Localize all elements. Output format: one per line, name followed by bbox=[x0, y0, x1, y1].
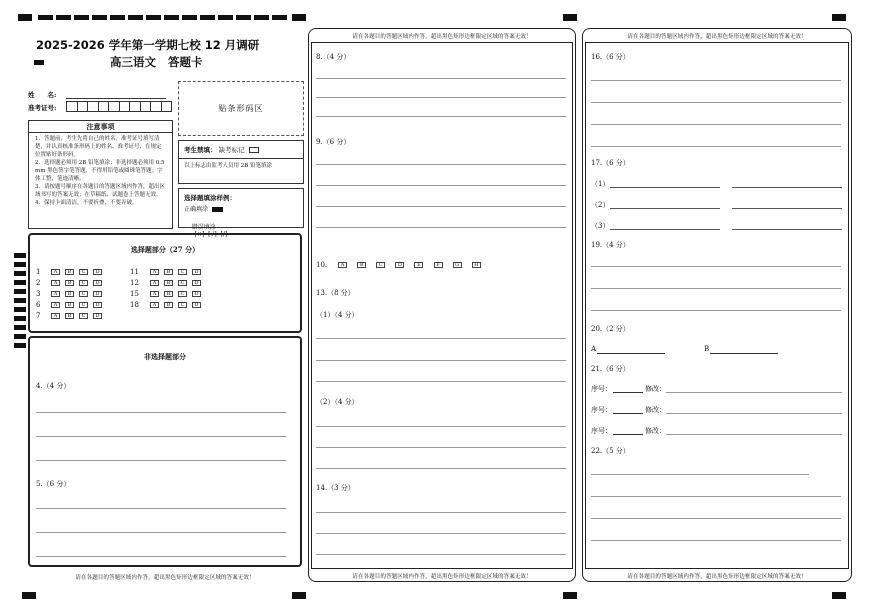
mc-question-row bbox=[130, 272, 206, 287]
exam-id-boxes[interactable] bbox=[66, 101, 172, 112]
option-a-bubble[interactable]: A bbox=[51, 269, 60, 275]
answer-line[interactable] bbox=[36, 532, 286, 533]
answer-line[interactable] bbox=[591, 124, 841, 125]
option-f-bubble[interactable]: F bbox=[434, 262, 443, 268]
mc-question-row bbox=[130, 261, 206, 276]
mc-question-row bbox=[36, 294, 107, 309]
answer-line[interactable] bbox=[36, 460, 286, 461]
mc-question-row bbox=[130, 283, 206, 298]
option-c-bubble[interactable]: C bbox=[79, 291, 88, 297]
question-13-part-2: （2）（4 分） bbox=[316, 398, 359, 406]
question-13-title: 13.（8 分） bbox=[316, 289, 355, 297]
mc-question-number: 12 bbox=[130, 278, 139, 287]
anchor-mark bbox=[34, 60, 44, 65]
absent-mark-label: 缺考标记 bbox=[218, 146, 245, 154]
page-title: 2025-2026 学年第一学期七校 12 月调研 bbox=[36, 38, 260, 52]
question-10-number: 10. bbox=[316, 260, 328, 269]
option-c-bubble[interactable]: C bbox=[79, 313, 88, 319]
question-21-seq-label: 序号： bbox=[591, 385, 612, 393]
option-d-bubble[interactable]: D bbox=[93, 280, 102, 286]
answer-line[interactable] bbox=[610, 187, 720, 188]
answer-line[interactable] bbox=[316, 164, 566, 165]
question-21-mod-label: 修改： bbox=[645, 385, 666, 393]
answer-line[interactable] bbox=[591, 518, 841, 519]
absent-mark-box[interactable] bbox=[249, 147, 259, 153]
option-a-bubble[interactable]: A bbox=[51, 302, 60, 308]
answer-line[interactable] bbox=[36, 508, 286, 509]
option-d-bubble[interactable]: D bbox=[395, 262, 404, 268]
option-b-bubble[interactable]: B bbox=[65, 302, 74, 308]
exam-id-label: 准考证号: bbox=[28, 104, 57, 112]
mc-question-number: 6 bbox=[36, 300, 41, 309]
footer-hint-middle: 请在各题目的答题区域内作答，超出黑色矩形边框限定区域的答案无效！ bbox=[352, 574, 532, 580]
option-d-bubble[interactable]: D bbox=[93, 302, 102, 308]
question-10-row bbox=[316, 254, 486, 269]
option-d-bubble[interactable]: D bbox=[192, 280, 201, 286]
answer-line[interactable] bbox=[666, 392, 842, 393]
option-c-bubble[interactable]: C bbox=[178, 302, 187, 308]
name-label: 姓 名: bbox=[28, 91, 57, 99]
answer-line[interactable] bbox=[316, 381, 566, 382]
mc-question-number: 18 bbox=[130, 300, 139, 309]
fill-sample-box bbox=[178, 188, 304, 238]
right-answer-frame bbox=[585, 42, 849, 569]
option-c-bubble[interactable]: C bbox=[79, 280, 88, 286]
mc-question-number: 1 bbox=[36, 267, 41, 276]
absent-box bbox=[178, 140, 304, 184]
option-c-bubble[interactable]: C bbox=[178, 280, 187, 286]
absent-label: 考生禁填： bbox=[184, 146, 217, 154]
option-a-bubble[interactable]: A bbox=[51, 280, 60, 286]
option-b-bubble[interactable]: B bbox=[65, 280, 74, 286]
correct-fill-label: 正确填涂 bbox=[184, 206, 209, 213]
answer-line[interactable] bbox=[316, 512, 566, 513]
mc-question-row bbox=[36, 283, 107, 298]
barcode-label: 贴条形码区 bbox=[218, 104, 264, 113]
question-14-title: 14.（3 分） bbox=[316, 484, 355, 492]
question-17-part-3: （3） bbox=[591, 222, 610, 230]
answer-line[interactable] bbox=[316, 360, 566, 361]
option-c-bubble[interactable]: C bbox=[79, 269, 88, 275]
option-b-bubble[interactable]: B bbox=[357, 262, 366, 268]
notes-title: 注意事项 bbox=[29, 121, 172, 133]
answer-line[interactable] bbox=[710, 353, 778, 354]
answer-line[interactable] bbox=[613, 413, 643, 414]
footer-hint-right: 请在各题目的答题区域内作答，超出黑色矩形边框限定区域的答案无效！ bbox=[627, 574, 807, 580]
note-item-1: 1．答题前，考生先将自己的姓名，准考证号填写清楚，并认真核准条形码上的姓名、准考证号，在规定位置贴好条形码。 bbox=[35, 136, 162, 158]
notes-box bbox=[28, 120, 173, 229]
answer-line[interactable] bbox=[610, 208, 720, 209]
mc-question-row bbox=[36, 305, 107, 320]
answer-line[interactable] bbox=[732, 229, 842, 230]
answer-line[interactable] bbox=[316, 97, 566, 98]
question-5-title: 5.（6 分） bbox=[36, 480, 71, 488]
question-22-title: 22.（5 分） bbox=[591, 447, 630, 455]
question-13-part-1: （1）（4 分） bbox=[316, 311, 359, 319]
option-d-bubble[interactable]: D bbox=[192, 269, 201, 275]
option-d-bubble[interactable]: D bbox=[192, 291, 201, 297]
answer-line[interactable] bbox=[591, 540, 841, 541]
mc-question-number: 15 bbox=[130, 289, 139, 298]
wrong-fill-marks: [×] [√] [/] bbox=[194, 231, 228, 238]
answer-line[interactable] bbox=[610, 229, 720, 230]
answer-line[interactable] bbox=[591, 310, 841, 311]
question-21-mod-label: 修改： bbox=[645, 406, 666, 414]
option-a-bubble[interactable]: A bbox=[150, 291, 159, 297]
question-17-title: 17.（6 分） bbox=[591, 159, 630, 167]
answer-line[interactable] bbox=[666, 434, 842, 435]
question-16-title: 16.（6 分） bbox=[591, 53, 630, 61]
option-b-bubble[interactable]: B bbox=[164, 302, 173, 308]
note-item-4: 4．保持卡面清洁，不要折叠、不要弄破。 bbox=[35, 200, 138, 206]
answer-line[interactable] bbox=[316, 426, 566, 427]
answer-line[interactable] bbox=[316, 554, 566, 555]
answer-line[interactable] bbox=[316, 78, 566, 79]
answer-line[interactable] bbox=[591, 288, 841, 289]
option-c-bubble[interactable]: C bbox=[376, 262, 385, 268]
mc-question-row bbox=[36, 261, 107, 276]
question-21-seq-label: 序号： bbox=[591, 427, 612, 435]
answer-line[interactable] bbox=[732, 208, 842, 209]
answer-line[interactable] bbox=[591, 146, 841, 147]
header-hint-middle: 请在各题目的答题区域内作答，超出黑色矩形边框限定区域的答案无效！ bbox=[352, 34, 532, 40]
option-a-bubble[interactable]: A bbox=[338, 262, 347, 268]
note-item-2: 2．选择题必须用 2B 铅笔填涂；非选择题必须用 0.5 mm 黑色签字笔答题，不得用铅笔或圆珠笔答题；字体工整、笔迹清晰。 bbox=[35, 160, 165, 182]
question-4-title: 4.（4 分） bbox=[36, 382, 71, 390]
note-item-3: 3．请按题号顺序在各题目的答题区域内作答，超出区域书写的答案无效；在草稿纸、试题卷上答题无效。 bbox=[35, 184, 166, 198]
mc-question-number: 11 bbox=[130, 267, 139, 276]
question-20-title: 20.（2 分） bbox=[591, 325, 630, 333]
answer-line[interactable] bbox=[591, 102, 841, 103]
barcode-area bbox=[178, 81, 304, 136]
answer-line[interactable] bbox=[316, 206, 566, 207]
option-g-bubble[interactable]: G bbox=[453, 262, 462, 268]
answer-line[interactable] bbox=[732, 187, 842, 188]
option-a-bubble[interactable]: A bbox=[150, 280, 159, 286]
answer-line[interactable] bbox=[613, 392, 643, 393]
header-hint-right: 请在各题目的答题区域内作答，超出黑色矩形边框限定区域的答案无效！ bbox=[627, 34, 807, 40]
question-17-part-2: （2） bbox=[591, 201, 610, 209]
answer-line[interactable] bbox=[591, 474, 809, 475]
question-8-title: 8.（4 分） bbox=[316, 53, 351, 61]
answer-line[interactable] bbox=[316, 447, 566, 448]
nonmc-title: 非选择题部分 bbox=[144, 352, 186, 361]
option-b-bubble[interactable]: B bbox=[164, 291, 173, 297]
answer-line[interactable] bbox=[316, 116, 566, 117]
option-a-bubble[interactable]: A bbox=[150, 302, 159, 308]
question-17-part-1: （1） bbox=[591, 180, 610, 188]
question-21-seq-label: 序号： bbox=[591, 406, 612, 414]
option-d-bubble[interactable]: D bbox=[93, 313, 102, 319]
mc-question-number: 7 bbox=[36, 311, 41, 320]
footer-hint-left: 请在各题目的答题区域内作答，超出黑色矩形边框限定区域的答案无效！ bbox=[75, 575, 255, 581]
wrong-fill-label: 错误填涂 bbox=[191, 224, 216, 231]
name-field[interactable] bbox=[66, 98, 166, 99]
mc-title: 选择题部分（27 分） bbox=[130, 245, 200, 254]
answer-line[interactable] bbox=[597, 353, 665, 354]
option-e-bubble[interactable]: E bbox=[414, 262, 423, 268]
answer-line[interactable] bbox=[316, 533, 566, 534]
answer-line[interactable] bbox=[316, 185, 566, 186]
option-b-bubble[interactable]: B bbox=[65, 291, 74, 297]
answer-line[interactable] bbox=[316, 227, 566, 228]
option-d-bubble[interactable]: D bbox=[93, 291, 102, 297]
question-21-mod-label: 修改： bbox=[645, 427, 666, 435]
option-d-bubble[interactable]: D bbox=[192, 302, 201, 308]
option-b-bubble[interactable]: B bbox=[164, 269, 173, 275]
answer-line[interactable] bbox=[36, 436, 286, 437]
fill-sample-title: 选择题填涂样例： bbox=[184, 194, 236, 202]
question-21-title: 21.（6 分） bbox=[591, 365, 630, 373]
option-h-bubble[interactable]: H bbox=[472, 262, 481, 268]
answer-line[interactable] bbox=[36, 412, 286, 413]
correct-fill-mark bbox=[212, 207, 223, 212]
answer-line[interactable] bbox=[316, 338, 566, 339]
option-b-bubble[interactable]: B bbox=[65, 313, 74, 319]
option-a-bubble[interactable]: A bbox=[51, 291, 60, 297]
absent-note: 以上标志由监考人员用 2B 铅笔填涂 bbox=[184, 163, 273, 169]
answer-line[interactable] bbox=[613, 434, 643, 435]
option-c-bubble[interactable]: C bbox=[79, 302, 88, 308]
answer-line[interactable] bbox=[36, 556, 286, 557]
question-19-title: 19.（4 分） bbox=[591, 241, 630, 249]
option-a-bubble[interactable]: A bbox=[150, 269, 159, 275]
mc-question-row bbox=[36, 272, 107, 287]
mc-question-row bbox=[130, 294, 206, 309]
answer-line[interactable] bbox=[316, 468, 566, 469]
answer-line[interactable] bbox=[591, 496, 841, 497]
question-9-title: 9.（6 分） bbox=[316, 138, 351, 146]
option-c-bubble[interactable]: C bbox=[178, 269, 187, 275]
option-d-bubble[interactable]: D bbox=[93, 269, 102, 275]
question-20-b-label: B bbox=[704, 345, 710, 353]
answer-line[interactable] bbox=[591, 266, 841, 267]
option-b-bubble[interactable]: B bbox=[65, 269, 74, 275]
option-b-bubble[interactable]: B bbox=[164, 280, 173, 286]
option-a-bubble[interactable]: A bbox=[51, 313, 60, 319]
question-20-a-label: A bbox=[591, 345, 597, 353]
option-c-bubble[interactable]: C bbox=[178, 291, 187, 297]
mc-question-number: 2 bbox=[36, 278, 41, 287]
answer-line[interactable] bbox=[591, 80, 841, 81]
page-subtitle: 高三语文 答题卡 bbox=[110, 55, 203, 69]
mc-question-number: 3 bbox=[36, 289, 41, 298]
answer-line[interactable] bbox=[666, 413, 842, 414]
